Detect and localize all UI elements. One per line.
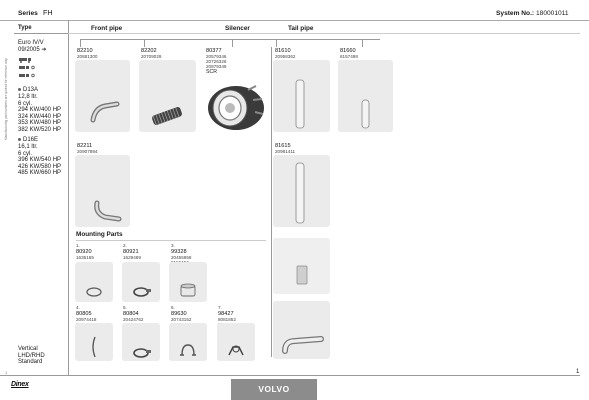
part-card-98427[interactable]: [217, 323, 255, 361]
mount-index: 3.: [171, 243, 175, 248]
type-rule: [14, 33, 68, 34]
mounting-parts-heading: Mounting Parts: [76, 231, 123, 238]
oe-number: 20709029: [141, 54, 162, 59]
brand-banner: VOLVO: [231, 379, 317, 400]
mounting-rule: [76, 240, 266, 241]
oe-number: 20981411: [275, 149, 296, 154]
straight-tube-icon: [273, 155, 330, 227]
bullet-icon: [18, 88, 21, 91]
part-number: 80805: [76, 311, 92, 317]
engine-a-spec: 324 KW/440 HP: [18, 113, 62, 120]
part-number: 98427: [218, 311, 234, 317]
bottom-rule: [0, 375, 580, 376]
truck-icon-group: [18, 57, 48, 79]
engine-b-name: D16E: [23, 137, 39, 143]
gasket-icon: [273, 238, 330, 294]
part-number: 82202: [141, 48, 157, 54]
oe-number: 8081852: [218, 317, 236, 322]
engine-a-specs: [18, 94, 61, 134]
part-number: 80921: [123, 249, 139, 255]
part-number: 80804: [123, 311, 139, 317]
dinex-logo: Dinex: [11, 381, 29, 388]
mount-index: 5.: [123, 305, 127, 310]
side-note: Manufacturing part numbers are quoted for reference only: [4, 58, 8, 140]
part-card-81615[interactable]: [273, 155, 330, 227]
bent-tailpipe-icon: [273, 301, 330, 359]
part-card-81676[interactable]: [273, 301, 330, 359]
bracket-tick: [362, 39, 363, 47]
part-card-80920[interactable]: [75, 262, 113, 302]
bent-pipe-icon: [75, 155, 130, 227]
engine-a-spec: 12,8 ltr.: [18, 94, 38, 100]
clamp-bracket-icon: [217, 323, 255, 361]
engine-b-spec: 6 cyl.: [18, 150, 33, 157]
corner-mark: 1: [5, 370, 8, 375]
bracket-tick: [144, 39, 145, 47]
mount-index: 4.: [76, 305, 80, 310]
production-date: [18, 47, 46, 54]
oe-number: 20424762: [123, 317, 144, 322]
euro-norm: Euro IV/V: [18, 40, 44, 46]
engine-a-spec: 294 KW/400 HP: [18, 107, 62, 114]
bracket-tick: [276, 39, 277, 47]
part-card-82211[interactable]: [75, 155, 130, 227]
bent-pipe-icon: [75, 60, 130, 132]
oe-number: 20455958: [171, 255, 192, 260]
part-card-80805[interactable]: [75, 323, 113, 361]
engine-a-spec: 382 KW/520 HP: [18, 126, 62, 133]
sleeve-icon: [169, 262, 207, 302]
engine-a-name: D13A: [23, 87, 39, 93]
type-label: Type: [18, 25, 32, 31]
silencer-heading: Silencer: [225, 25, 250, 32]
oe-number: 20958362: [275, 54, 296, 59]
part-number: 89630: [171, 311, 187, 317]
install-info: [18, 346, 45, 366]
system-value: 180001011: [536, 10, 569, 17]
clamp-icon: [122, 262, 160, 302]
part-number: 81660: [340, 48, 356, 54]
part-card-99328[interactable]: [169, 262, 207, 302]
engine-b-spec: 16,1 ltr.: [18, 144, 38, 150]
part-number: 82211: [77, 143, 93, 149]
oe-number: 20579346: [206, 54, 227, 59]
top-rule: [68, 33, 580, 34]
part-number: 81610: [275, 48, 291, 54]
clamp-icon: [122, 323, 160, 361]
silencer-bracket: [180, 39, 260, 40]
series-value: FH: [43, 8, 53, 17]
part-card-80377[interactable]: [203, 60, 265, 132]
part-number: 99328: [171, 249, 187, 255]
page-number: 1: [576, 369, 580, 375]
tail-pipe-heading: Tail pipe: [288, 25, 314, 32]
bracket-icon: [75, 323, 113, 361]
oe-number: 20743152: [171, 317, 192, 322]
engine-a-spec: 353 KW/480 HP: [18, 120, 62, 127]
part-number: 82210: [77, 48, 93, 54]
u-bolt-icon: [169, 323, 207, 361]
engine-b-spec: 426 KW/580 HP: [18, 163, 62, 170]
oe-number: 20726326: [206, 59, 227, 64]
arrow-right-icon: ➔: [41, 47, 47, 53]
series-label: Series: [18, 10, 38, 17]
mount-index: 1.: [76, 243, 80, 248]
truck-icon: [18, 57, 48, 79]
part-number: 80377: [206, 48, 222, 54]
system-label: System No.:: [496, 10, 535, 17]
front-pipe-bracket: [80, 39, 180, 40]
straight-tube-icon: [338, 60, 393, 132]
mount-index: 2.: [123, 243, 127, 248]
part-card-81610[interactable]: [273, 60, 330, 132]
engine-b-specs: [18, 144, 61, 177]
sidebar-divider: [68, 20, 69, 375]
part-card-89630[interactable]: [169, 323, 207, 361]
oe-number: 1635165: [76, 255, 94, 260]
part-caption: SCR: [206, 69, 217, 75]
oe-number: 20879349: [206, 64, 227, 69]
install-drive: LHD/RHD: [18, 352, 45, 359]
install-orientation: Vertical: [18, 346, 38, 352]
part-card-80921[interactable]: [122, 262, 160, 302]
part-card-82210[interactable]: [75, 60, 130, 132]
bullet-icon: [18, 138, 21, 141]
oe-number: 20974418: [76, 317, 97, 322]
oe-number: 20881300: [77, 54, 98, 59]
part-number: 81615: [275, 143, 291, 149]
engine-b-spec: 396 KW/540 HP: [18, 157, 62, 164]
bracket-tick: [232, 39, 233, 47]
engine-b-spec: 485 KW/660 HP: [18, 170, 62, 177]
engine-a-spec: 6 cyl.: [18, 100, 33, 107]
oe-number: 8157498: [340, 54, 358, 59]
install-variant: Standard: [18, 359, 43, 366]
mount-index: 6.: [171, 305, 175, 310]
straight-tube-icon: [273, 60, 330, 132]
bracket-tick: [80, 39, 81, 47]
oe-number: 20907894: [77, 149, 98, 154]
front-pipe-heading: Front pipe: [91, 25, 123, 32]
part-card-80804[interactable]: [122, 323, 160, 361]
scr-silencer-icon: [203, 60, 265, 132]
part-number: 80920: [76, 249, 92, 255]
part-card-80778[interactable]: [273, 238, 330, 294]
oe-number: 1629469: [123, 255, 141, 260]
part-card-81660[interactable]: [338, 60, 393, 132]
mount-index: 7.: [218, 305, 222, 310]
part-card-82202[interactable]: [139, 60, 196, 132]
clamp-ring-icon: [75, 262, 113, 302]
production-date-value: 09/2005: [18, 47, 40, 53]
flex-hose-icon: [139, 60, 196, 132]
tail-pipe-vertical: [271, 47, 272, 357]
